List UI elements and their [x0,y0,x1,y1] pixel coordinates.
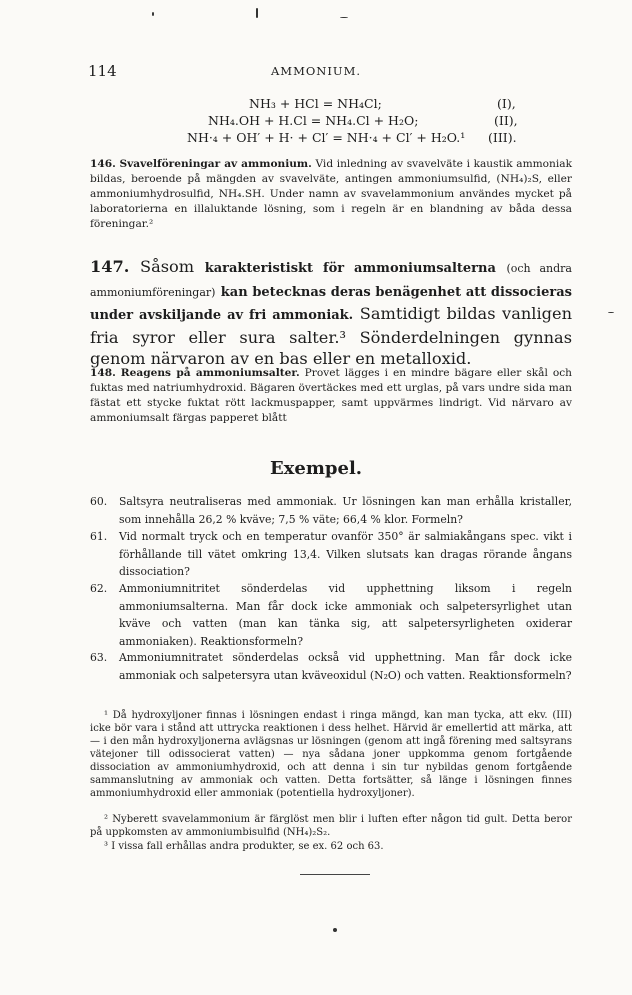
footnote-3 [90,840,572,853]
equation-3-number: (III). [488,130,517,145]
footnote-text: I vissa fall erhållas andra produkter, se ex. 62 och 63. [111,841,384,852]
ink-speck [256,8,258,18]
section-147-lead: Såsom [139,257,195,276]
page-number: 114 [88,62,117,80]
example-text: Ammoniumnitritet sönderdelas vid upphettning liksom i regeln ammoniumsalterna. Man får dock icke ammoniak och salpetersyrlighet utan kväve och vatten (man kan tänka sig, att salpetersyrligheten oxiderar ammoniaken). Reaktionsformeln? [119,582,572,648]
footnote-text: Nyberett svavelammonium är färglöst men blir i luften efter någon tid gult. Detta beror på uppkomsten av ammoniumbisulfid (NH₄)₂S₂. [90,814,572,838]
equation-2-number: (II), [494,113,518,128]
example-61 [90,528,572,581]
section-146-body: Vid inledning av svavelväte i kaustik ammoniak bildas, beroende på mängden av svavelväte, antingen ammoniumsulfid, (NH₄)₂S, eller ammoniumhydrosulfid, NH₄.SH. Under namn av svavelammonium användes mycket på laboratorierna en illaluktande lösning, som i regeln är en blandning av båda dessa föreningar.² [90,158,572,230]
ink-speck [152,12,154,16]
ink-dot [333,928,337,932]
section-147-bold-1: karakteristiskt för ammoniumsalterna [204,261,496,276]
footnote-1 [90,709,572,800]
section-146-number: 146. [90,158,116,170]
example-60 [90,493,572,528]
section-146-title: Svavelföreningar av ammonium. [119,158,312,170]
footnote-mark: ³ [104,841,109,852]
example-63 [90,649,572,684]
example-text: Vid normalt tryck och en temperatur ovanför 350° är salmiakångans spec. vikt i förhållande till vätet omkring 13,4. Vilken slutsats kan dragas rörande ångans dissociation? [119,530,572,578]
section-148-title: Reagens på ammoniumsalter. [120,367,300,379]
section-148-number: 148. [90,367,116,379]
section-147-number: 147. [90,257,130,276]
section-146 [90,157,572,232]
footnote-text: Då hydroxyljoner finnas i lösningen endast i ringa mängd, kan man tycka, att ekv. (III) icke bör vara i stånd att uttrycka reaktionen i dess helhet. Härvid är emellertid att märka, att — i den mån hydroxyljonerna avlägsnas ur lösningen (genom att ingå förening med saltsyrans vätejoner till odissocierat vatten) — nya sådana joner uppkomma genom fortgående dissociation av ammoniumhydroxid, och att denna i sin tur nybildas genom fortgående sammanslutning av ammoniak och vatten. Detta fortsätter, så länge i lösningen finnes ammoniumhydroxid eller ammoniak (potentiella hydroxyljoner). [90,710,572,799]
section-147 [90,256,572,370]
equation-1-number: (I), [497,96,516,111]
examples-heading: Exempel. [269,458,363,479]
section-148-body: Provet lägges i en mindre bägare eller skål och fuktas med natriumhydroxid. Bägaren övertäckes med ett urglas, på vars undre sida man fästat ett stycke fuktat rött lackmuspapper, samt uppvärmes lindrigt. Vid närvaro av ammoniumsalt färgas papperet blått [90,367,572,424]
example-number: 63. [90,651,108,664]
example-number: 62. [90,582,108,595]
footnote-2 [90,813,572,839]
section-148 [90,366,572,426]
example-62 [90,580,572,650]
equation-1: NH₃ + HCl = NH₄Cl; [249,96,382,111]
section-147-paren: (och andra ammoniumföreningar) [90,262,572,299]
example-number: 61. [90,530,108,543]
example-number: 60. [90,495,108,508]
section-147-rest: Samtidigt bildas vanligen fria syror eller sura salter.³ Sönderdelningen gynnas genom närvaron av en bas eller en metalloxid. [90,304,572,368]
equation-2: NH₄.OH + H.Cl = NH₄.Cl + H₂O; [208,113,419,128]
ink-speck [340,17,348,18]
example-text: Saltsyra neutraliseras med ammoniak. Ur lösningen kan man erhålla kristaller, som innehålla 26,2 % kväve; 7,5 % väte; 66,4 % klor. Formeln? [119,495,572,526]
footnote-mark: ¹ [104,710,109,721]
end-rule [300,874,370,875]
equation-3: NH·₄ + OH′ + H· + Cl′ = NH·₄ + Cl′ + H₂O.¹ [187,130,466,145]
footnote-mark: ² [104,814,109,825]
running-title: AMMONIUM. [270,64,361,78]
margin-mark [608,312,614,313]
section-147-bold-2: kan betecknas deras benägenhet att dissocieras under avskiljande av fri ammoniak. [90,284,572,323]
example-text: Ammoniumnitratet sönderdelas också vid upphettning. Man får dock icke ammoniak och salpetersyra utan kväveoxidul (N₂O) och vatten. Reaktionsformeln? [119,651,572,682]
